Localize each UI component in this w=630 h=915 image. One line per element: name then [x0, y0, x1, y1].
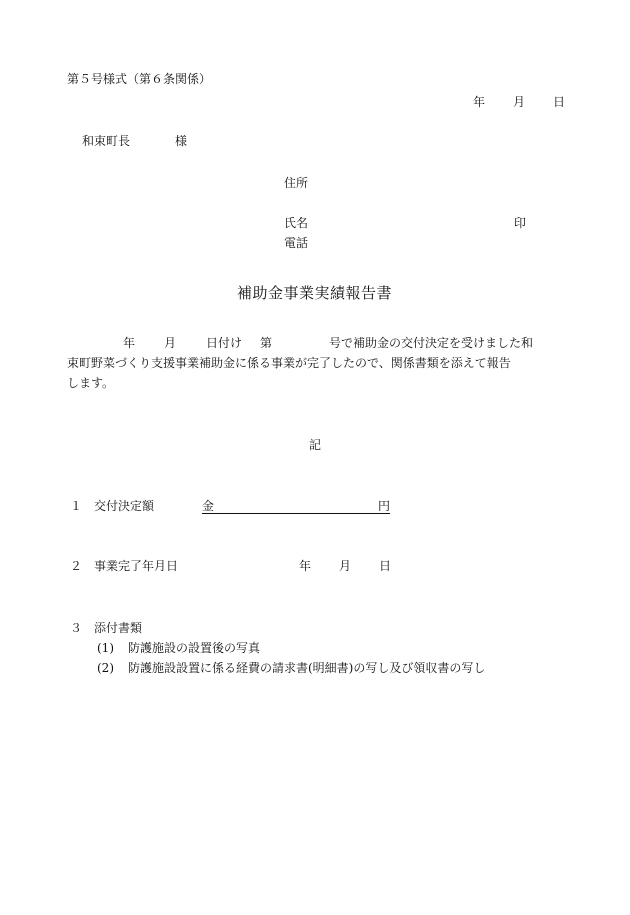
- completion-year: 年: [299, 559, 312, 573]
- grant-amount-field: [202, 498, 390, 514]
- completion-day: 日: [379, 559, 392, 573]
- item-2-label: 事業完了年月日: [94, 559, 179, 573]
- attachment-1-text: 防護施設の設置後の写真: [128, 641, 261, 655]
- name-label: 氏名: [284, 216, 309, 230]
- ki-label: 記: [309, 438, 322, 452]
- addressee-honorific: 様: [175, 134, 188, 148]
- body-year: 年: [123, 336, 136, 350]
- attachment-2-text: 防護施設設置に係る経費の請求書(明細書)の写し及び領収書の写し: [128, 661, 486, 675]
- grant-amount-unit: 円: [377, 499, 390, 513]
- date-day-label: 日: [553, 95, 566, 109]
- phone-label: 電話: [284, 236, 309, 250]
- seal-label: 印: [514, 216, 527, 230]
- body-no-prefix: 第: [260, 336, 273, 350]
- body-line-1: [67, 333, 565, 353]
- body-paragraph: [67, 333, 565, 393]
- item-1-number: １: [70, 499, 83, 513]
- body-month: 月: [164, 336, 177, 350]
- address-label: 住所: [284, 176, 309, 190]
- body-dated: 日付け: [206, 336, 243, 350]
- completion-month: 月: [339, 559, 352, 573]
- date-month-label: 月: [513, 95, 526, 109]
- document-title: 補助金事業実績報告書: [237, 284, 393, 302]
- body-line-2: 束町野菜づくり支援事業補助金に係る事業が完了したので、関係書類を添えて報告: [67, 356, 511, 370]
- item-3-number: ３: [70, 621, 83, 635]
- item-1-label: 交付決定額: [94, 499, 155, 513]
- form-number: 第５号様式（第６条関係）: [67, 72, 212, 86]
- grant-amount-prefix: 金: [202, 499, 215, 513]
- body-line1-rest: 号で補助金の交付決定を受けました和: [329, 336, 534, 350]
- attachment-1-number: (1): [97, 641, 114, 655]
- addressee-name: 和束町長: [82, 134, 131, 148]
- date-year-label: 年: [473, 95, 486, 109]
- item-3-label: 添付書類: [94, 621, 143, 635]
- body-line-3: します。: [67, 376, 115, 390]
- item-2-number: ２: [70, 559, 83, 573]
- attachment-2-number: (2): [97, 661, 114, 675]
